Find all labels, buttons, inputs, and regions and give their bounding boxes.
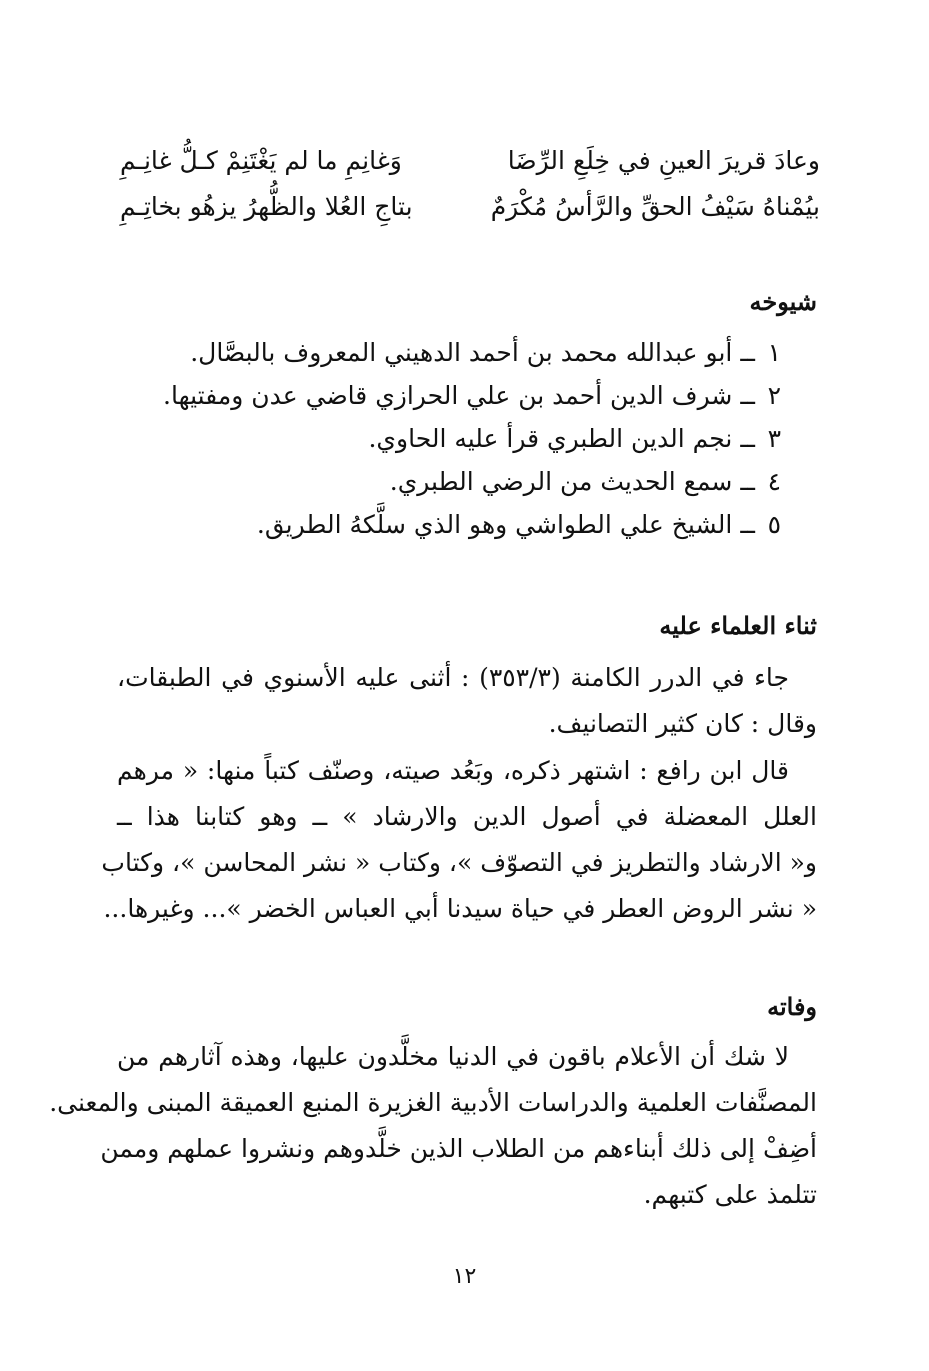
paragraph-line xyxy=(117,655,817,701)
paragraph-ibn-rafi xyxy=(101,748,817,932)
paragraph-line xyxy=(117,1034,817,1080)
poem-hemistich-first: بيُمْناهُ سَيْفُ الحقِّ والرَّأسُ مُكْرَمٌ xyxy=(490,192,820,221)
poem xyxy=(120,138,820,230)
paragraph-line: أضِفْ إلى ذلك أبناءهم من الطلاب الذين خلَّدوهم ونشروا عملهم وممن xyxy=(100,1134,817,1163)
paragraph-line-text: جاء في الدرر الكامنة (٣٥٣/٣) : أثنى عليه الأسنوي في الطبقات، xyxy=(117,663,790,692)
paragraph-line-text: لا شك أن الأعلام باقون في الدنيا مخلَّدون عليها، وهذه آثارهم من xyxy=(117,1042,789,1071)
poem-hemistich-first: وعادَ قريرَ العينِ في خِلَعِ الرِّضَا xyxy=(507,146,820,175)
list-item-dash: ــ xyxy=(740,338,755,367)
paragraph-line: « نشر الروض العطر في حياة سيدنا أبي العباس الخضر »... وغيرها... xyxy=(103,894,817,923)
list-item-number: ٥ xyxy=(767,510,781,539)
list-item-number: ٤ xyxy=(767,467,781,496)
list-item-dash: ــ xyxy=(740,467,755,496)
paragraph-line: وقال : كان كثير التصانيف. xyxy=(548,709,817,738)
list-item xyxy=(121,331,781,374)
list-item xyxy=(121,374,781,417)
paragraph-line xyxy=(117,748,817,794)
list-item xyxy=(121,460,781,503)
list-item-text: شرف الدين أحمد بن علي الحرازي قاضي عدن ومفتيها. xyxy=(163,381,733,410)
list-item-dash: ــ xyxy=(740,510,755,539)
paragraph-durar xyxy=(117,655,817,747)
list-item xyxy=(121,417,781,460)
paragraph-line: المصنَّفات العلمية والدراسات الأدبية الغزيرة المنبع العميقة المبنى والمعنى. xyxy=(49,1088,817,1117)
paragraph-line: العلل المعضلة في أصول الدين والارشاد » ــ وهو كتابنا هذا ــ xyxy=(117,802,817,831)
paragraph-wafat xyxy=(49,1034,817,1218)
poem-hemistich-second: بتاجِ العُلا والظُّهرُ يزهُو بخاتِـمِ xyxy=(120,192,413,221)
list-item-number: ٣ xyxy=(767,424,781,453)
list-item-text: سمع الحديث من الرضي الطبري. xyxy=(389,467,733,496)
paragraph-line-text: قال ابن رافع : اشتهر ذكره، وبَعُد صيته، وصنّف كتباً منها: « مرهم xyxy=(117,756,789,785)
list-item-number: ١ xyxy=(767,338,781,367)
list-item-dash: ــ xyxy=(740,381,755,410)
list-item-text: أبو عبدالله محمد بن أحمد الدهيني المعروف بالبصَّال. xyxy=(190,338,733,367)
list-item-text: نجم الدين الطبري قرأ عليه الحاوي. xyxy=(368,424,733,453)
paragraph-line: و« الارشاد والتطريز في التصوّف »، وكتاب « نشر المحاسن »، وكتاب xyxy=(101,848,817,877)
page-number: ١٢ xyxy=(452,1264,477,1289)
list-item xyxy=(121,503,781,546)
poem-verse xyxy=(120,184,820,230)
list-item-number: ٢ xyxy=(767,381,781,410)
list-item-text: الشيخ علي الطواشي وهو الذي سلَّكهُ الطريق. xyxy=(256,510,733,539)
section-heading-shuyukh: شيوخه xyxy=(749,287,817,316)
list-item-dash: ــ xyxy=(740,424,755,453)
section-heading-wafat: وفاته xyxy=(767,992,817,1021)
teachers-list xyxy=(121,331,781,546)
section-heading-thanaa: ثناء العلماء عليه xyxy=(659,611,817,640)
poem-verse xyxy=(120,138,820,184)
paragraph-line: تتلمذ على كتبهم. xyxy=(643,1180,817,1209)
poem-hemistich-second: وَغانِمِ ما لم يَغْتَنِمْ كـلُّ غانِـمِ xyxy=(120,146,402,175)
